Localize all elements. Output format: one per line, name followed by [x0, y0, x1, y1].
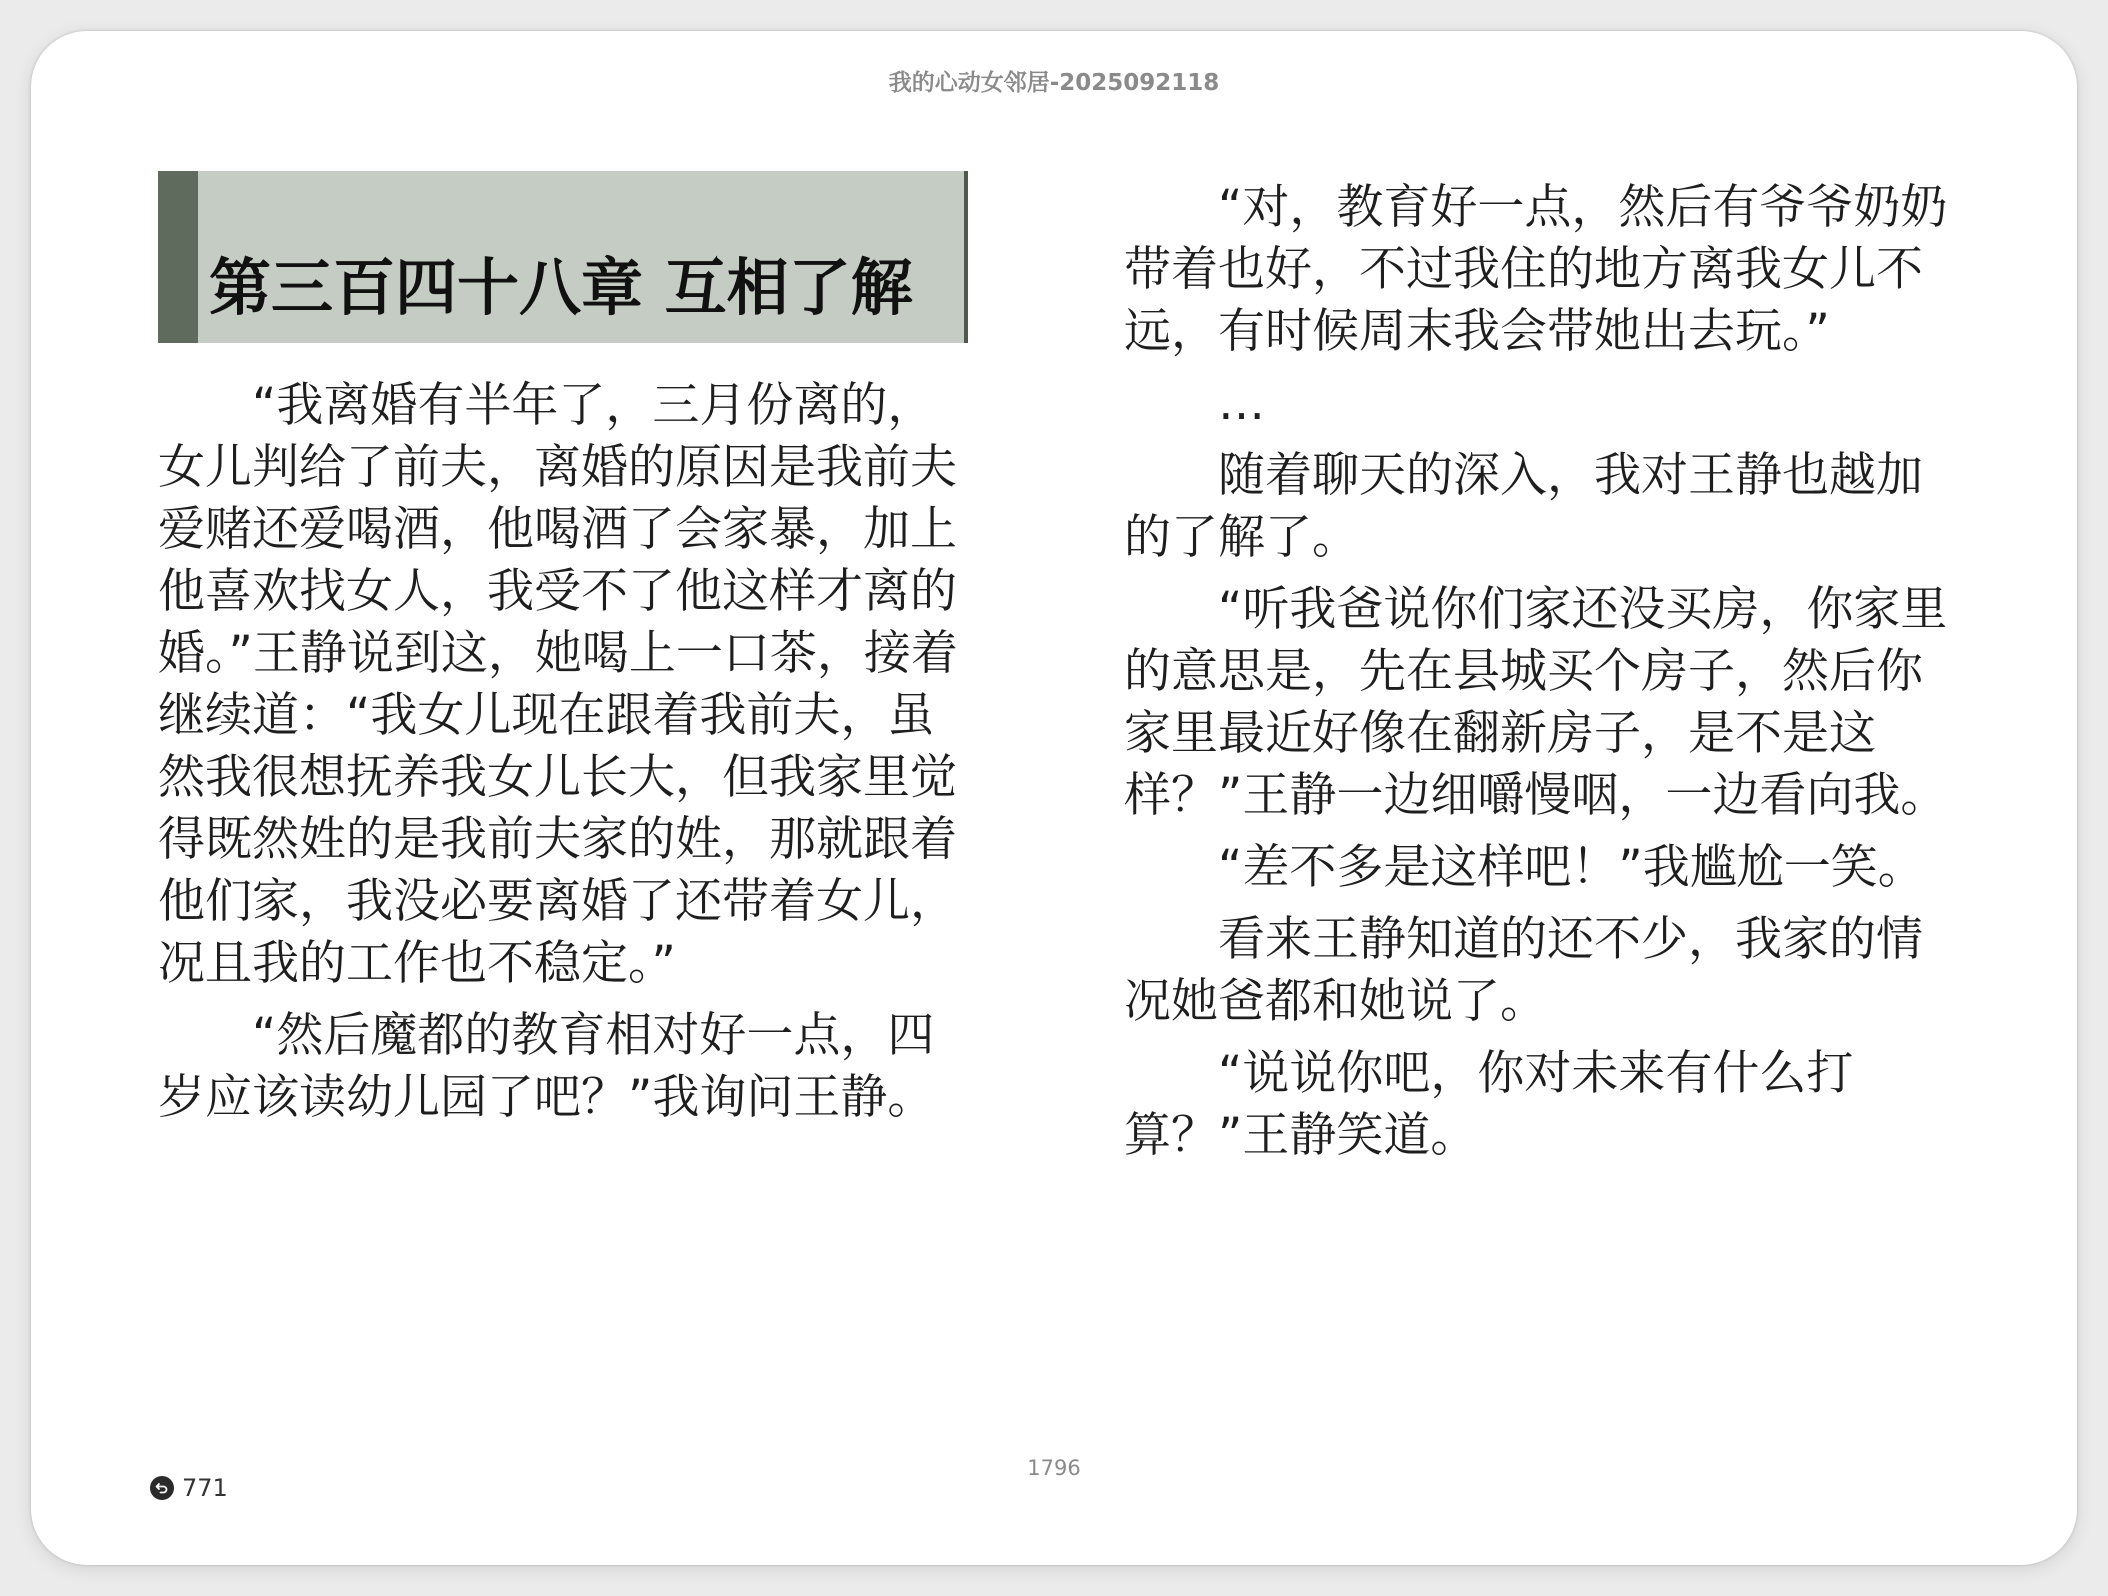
chapter-header — [158, 171, 968, 343]
paragraph: 随着聊天的深入，我对王静也越加的了解了。 — [1124, 448, 1923, 565]
chapter-title: 第三百四十八章 互相了解 — [209, 251, 913, 324]
paragraph: “差不多是这样吧！”我尴尬一笑。 — [1218, 840, 1925, 895]
back-arrow-circle-icon[interactable] — [150, 1476, 174, 1500]
right-page-column — [1124, 177, 1964, 1177]
back-count: 771 — [182, 1474, 228, 1502]
paragraph: “说说你吧，你对未来有什么打算？”王静笑道。 — [1124, 1046, 1854, 1163]
page-number: 1796 — [1027, 1456, 1081, 1480]
chapter-header-accent-bar — [158, 171, 198, 343]
paragraph: “对，教育好一点，然后有爷爷奶奶带着也好，不过我住的地方离我女儿不远，有时候周末我会带她出去玩。” — [1124, 180, 1948, 359]
paragraph: … — [1218, 376, 1265, 431]
reader-window — [31, 31, 2077, 1565]
paragraph: “我离婚有半年了，三月份离的，女儿判给了前夫，离婚的原因是我前夫爱赌还爱喝酒，他喝酒了会家暴，加上他喜欢找女人，我受不了他这样才离的婚。”王静说到这，她喝上一口茶，接着继续道：“我女儿现在跟着我前夫，虽然我很想抚养我女儿长大，但我家里觉得既然姓的是我前夫家的姓，那就跟着他们家，我没必要离婚了还带着女儿，况且我的工作也不稳定。” — [158, 378, 958, 991]
paragraph: 看来王静知道的还不少，我家的情况她爸都和她说了。 — [1124, 912, 1923, 1029]
back-button[interactable] — [150, 1474, 228, 1502]
paragraph: “然后魔都的教育相对好一点，四岁应该读幼儿园了吧？”我询问王静。 — [158, 1008, 935, 1125]
left-page-column — [158, 171, 968, 1139]
book-title: 我的心动女邻居-2025092118 — [888, 70, 1220, 96]
paragraph: “听我爸说你们家还没买房，你家里的意思是，先在县城买个房子，然后你家里最近好像在翻新房子，是不是这样？”王静一边细嚼慢咽，一边看向我。 — [1124, 582, 1948, 823]
